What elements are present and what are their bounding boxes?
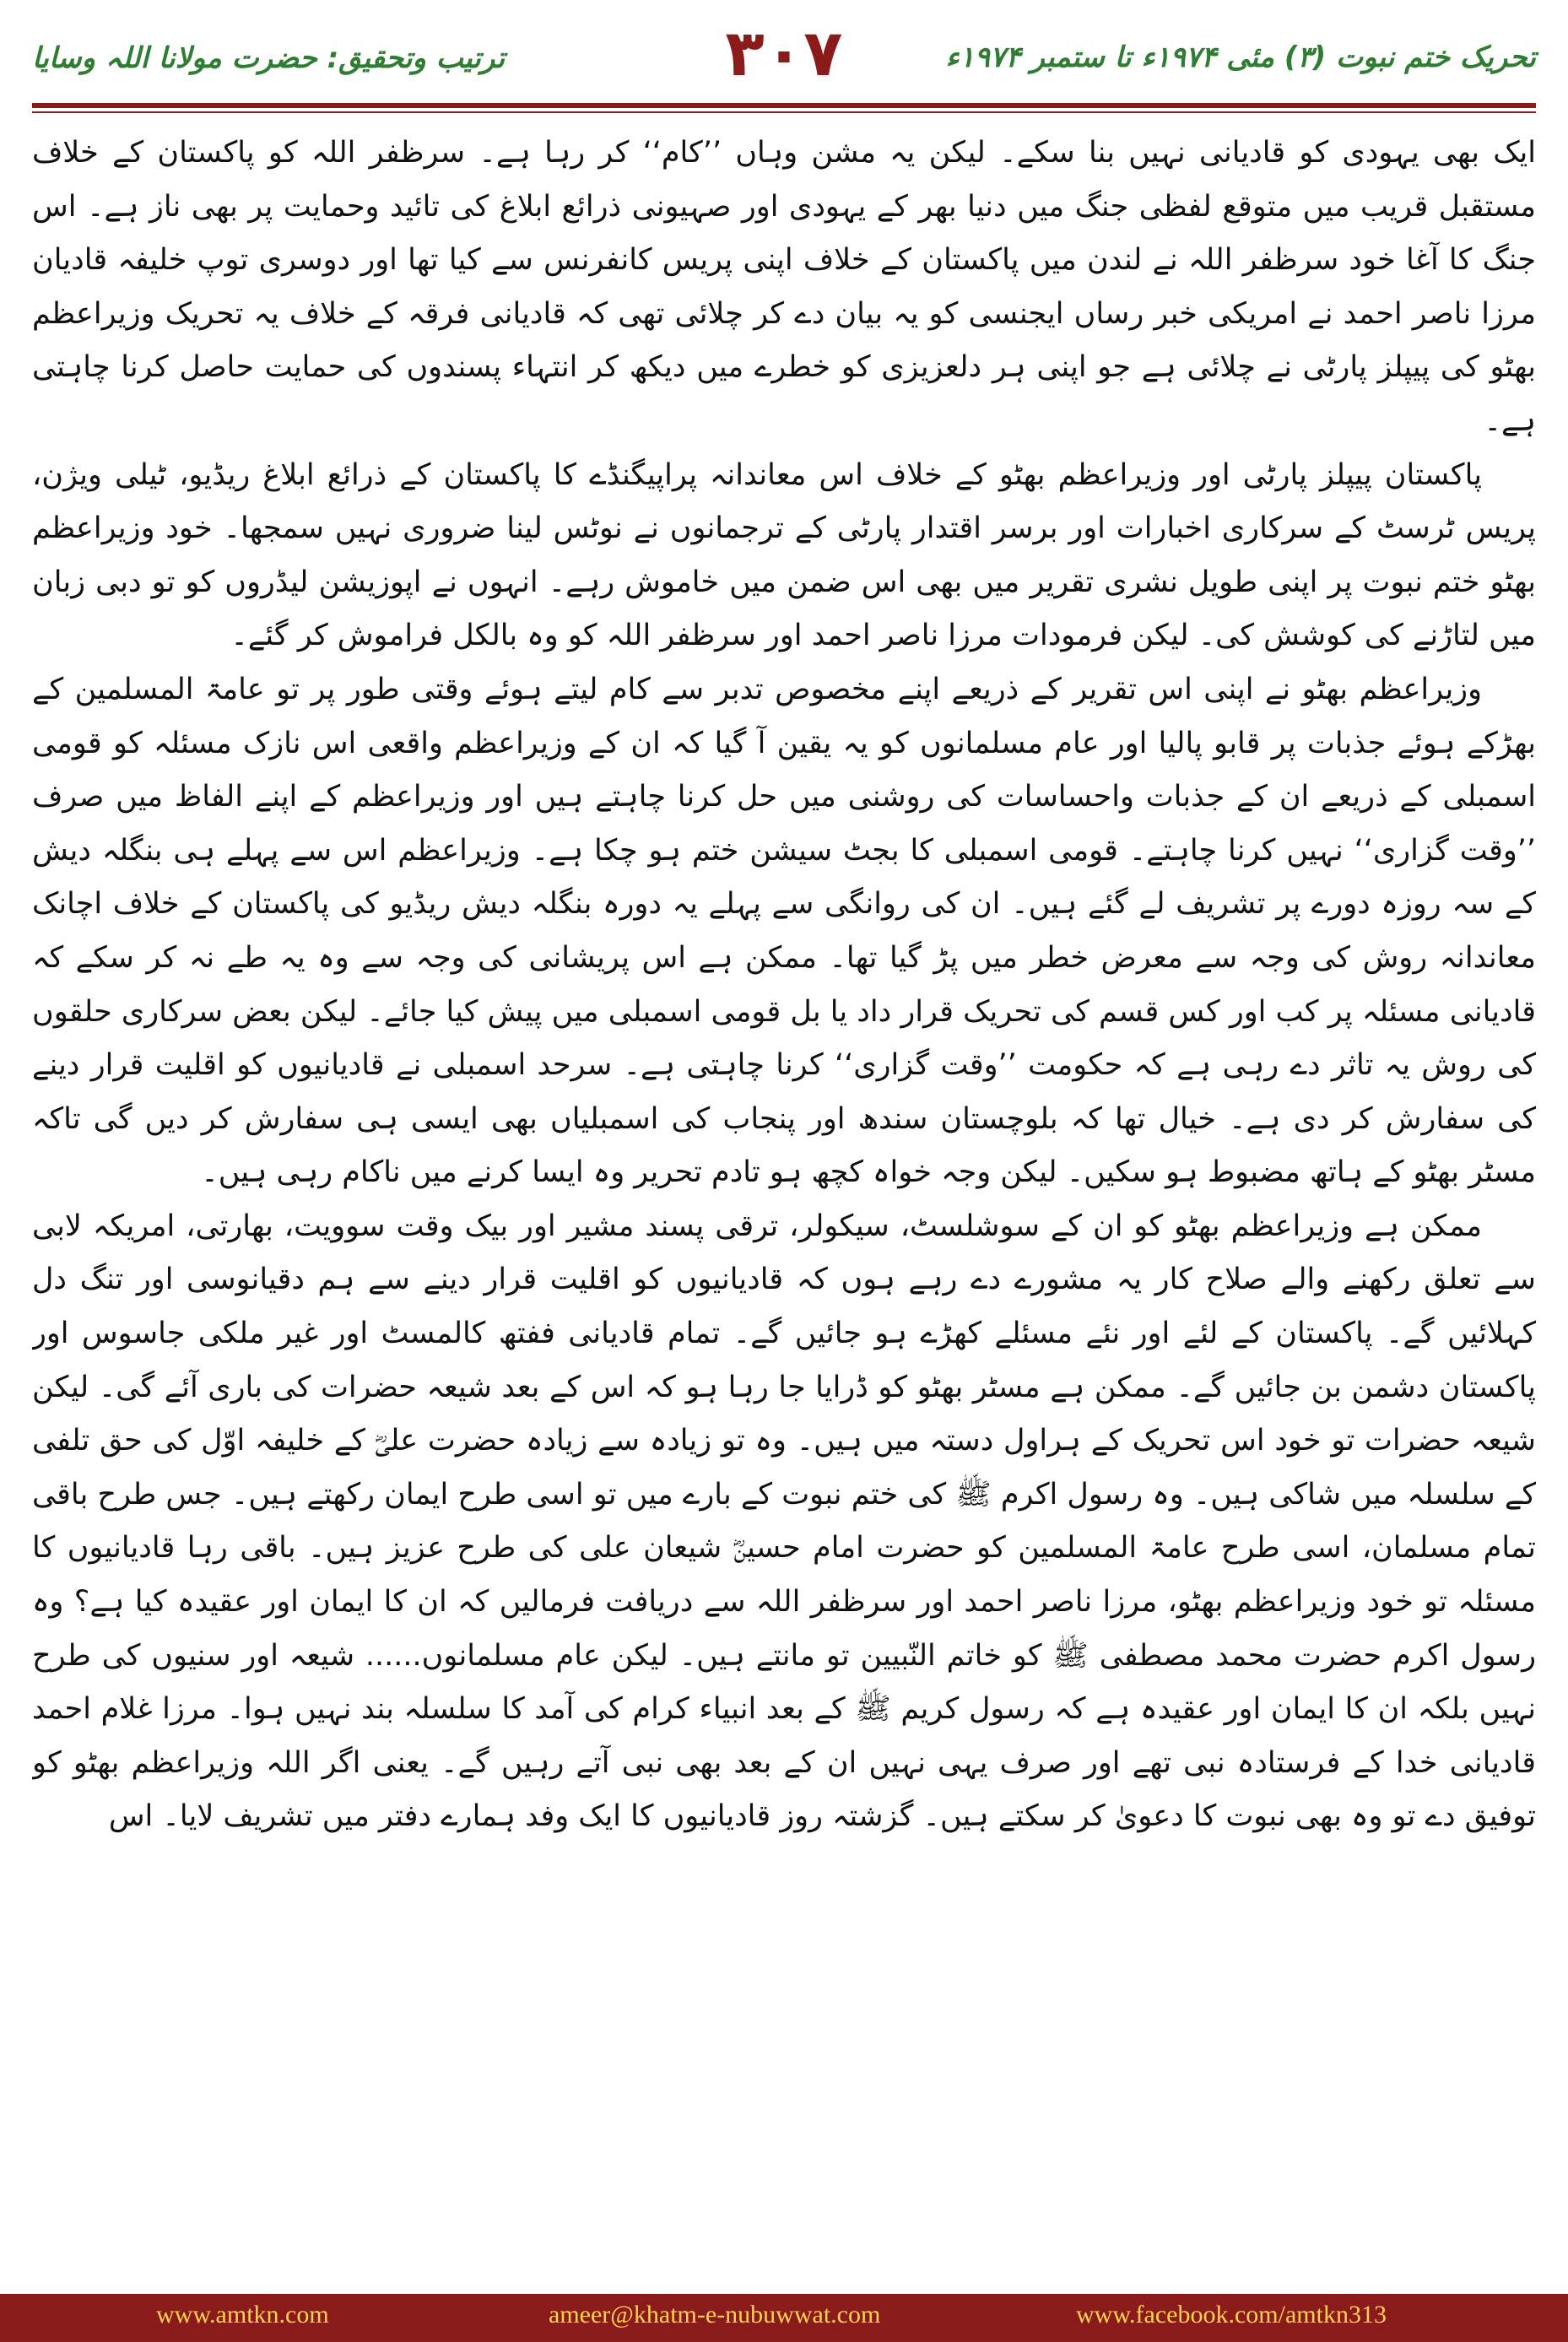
page-body	[32, 127, 1536, 2279]
paragraph-4: ممکن ہے وزیراعظم بھٹو کو ان کے سوشلسٹ، سیکولر، ترقی پسند مشیر اور بیک وقت سوویت، بھارتی، امریکہ لابی سے تعلق رکھنے والے صلاح کار یہ مشورے دے رہے ہوں کہ قادیانیوں کو اقلیت قرار دینے سے ہم دقیانوسی اور تنگ دل کہلائیں گے۔ پاکستان کے لئے اور نئے مسئلے کھڑے ہو جائیں گے۔ تمام قادیانی ففتھ کالمسٹ اور غیر ملکی جاسوس اور پاکستان دشمن بن جائیں گے۔ ممکن ہے مسٹر بھٹو کو ڈرایا جا رہا ہو کہ اس کے بعد شیعہ حضرات کی باری آئے گی۔ لیکن شیعہ حضرات تو خود اس تحریک کے ہراول دستہ میں ہیں۔ وہ تو زیادہ سے زیادہ حضرت علیؓ کے خلیفہ اوّل کی حق تلفی کے سلسلہ میں شاکی ہیں۔ وہ رسول اکرم ﷺ کی ختم نبوت کے بارے میں تو اسی طرح ایمان رکھتے ہیں۔ جس طرح باقی تمام مسلمان، اسی طرح عامۃ المسلمین کو حضرت امام حسینؓ شیعان علی کی طرح عزیز ہیں۔ باقی رہا قادیانیوں کا مسئلہ تو خود وزیراعظم بھٹو، مرزا ناصر احمد اور سرظفر اللہ سے دریافت فرمالیں کہ ان کا ایمان اور عقیدہ کیا ہے؟ وہ رسول اکرم حضرت محمد مصطفی ﷺ کو خاتم النّبیین تو مانتے ہیں۔ لیکن عام مسلمانوں...... شیعہ اور سنیوں کی طرح نہیں بلکہ ان کا ایمان اور عقیدہ ہے کہ رسول کریم ﷺ کے بعد انبیاء کرام کی آمد کا سلسلہ بند نہیں ہوا۔ مرزا غلام احمد قادیانی خدا کے فرستادہ نبی تھے اور صرف یہی نہیں ان کے بعد بھی نبی آتے رہیں گے۔ یعنی اگر اللہ وزیراعظم بھٹو کو توفیق دے تو وہ بھی نبوت کا دعویٰ کر سکتے ہیں۔ گزشتہ روز قادیانیوں کا ایک وفد ہمارے دفتر میں تشریف لایا۔ اس	[32, 1209, 1536, 1834]
page-header	[0, 0, 1568, 127]
page-footer	[0, 2294, 1568, 2342]
paragraph-3: وزیراعظم بھٹو نے اپنی اس تقریر کے ذریعے اپنے مخصوص تدبر سے کام لیتے ہوئے وقتی طور پر تو عامۃ المسلمین کے بھڑکے ہوئے جذبات پر قابو پالیا اور عام مسلمانوں کو یہ یقین آ گیا کہ ان کے وزیراعظم واقعی اس نازک مسئلہ کو قومی اسمبلی کے ذریعے ان کے جذبات واحساسات کی روشنی میں حل کرنا چاہتے ہیں اور وزیراعظم کے اپنے الفاظ میں صرف ’’وقت گزاری‘‘ نہیں کرنا چاہتے۔ قومی اسمبلی کا بجٹ سیشن ختم ہو چکا ہے۔ وزیراعظم اس سے پہلے ہی بنگلہ دیش کے سہ روزہ دورے پر تشریف لے گئے ہیں۔ ان کی روانگی سے پہلے یہ دورہ بنگلہ دیش ریڈیو کی پاکستان کے خلاف اچانک معاندانہ روش کی وجہ سے معرض خطر میں پڑ گیا تھا۔ ممکن ہے اس پریشانی کی وجہ سے وہ یہ طے نہ کر سکے کہ قادیانی مسئلہ پر کب اور کس قسم کی تحریک قرار داد یا بل قومی اسمبلی میں پیش کیا جائے۔ لیکن بعض سرکاری حلقوں کی روش یہ تاثر دے رہی ہے کہ حکومت ’’وقت گزاری‘‘ کرنا چاہتی ہے۔ سرحد اسمبلی نے قادیانیوں کو اقلیت قرار دینے کی سفارش کر دی ہے۔ خیال تھا کہ بلوچستان سندھ اور پنجاب کی اسمبلیاں بھی ایسی ہی سفارش کر دیں گی تاکہ مسٹر بھٹو کے ہاتھ مضبوط ہو سکیں۔ لیکن وجہ خواہ کچھ ہو تادم تحریر وہ ایسا کرنے میں ناکام رہی ہیں۔	[32, 672, 1536, 1190]
header-divider	[32, 103, 1536, 108]
book-title: تحریک ختم نبوت (۳) مئی ۱۹۷۴ء تا ستمبر ۱۹۷۴ء	[945, 41, 1536, 74]
header-divider-thin	[32, 111, 1536, 113]
compiler-credit: ترتیب وتحقیق: حضرت مولانا اللہ وسایا	[32, 41, 506, 75]
page-number: ۳۰۷	[725, 15, 843, 90]
paragraph-2: پاکستان پیپلز پارٹی اور وزیراعظم بھٹو کے خلاف اس معاندانہ پراپیگنڈے کا پاکستان کے ذرائع ابلاغ ریڈیو، ٹیلی ویژن، پریس ٹرسٹ کے سرکاری اخبارات اور برسر اقتدار پارٹی کے ترجمانوں نے نوٹس لینا ضروری نہیں سمجھا۔ خود وزیراعظم بھٹو ختم نبوت پر اپنی طویل نشری تقریر میں بھی اس ضمن میں خاموش رہے۔ انہوں نے اپوزیشن لیڈروں کو تو دبی زبان میں لتاڑنے کی کوشش کی۔ لیکن فرمودات مرزا ناصر احمد اور سرظفر اللہ کو وہ بالکل فراموش کر گئے۔	[32, 457, 1536, 653]
facebook-link[interactable]: www.facebook.com/amtkn313	[1076, 2301, 1387, 2328]
email-link[interactable]: ameer@khatm-e-nubuwwat.com	[549, 2301, 881, 2328]
paragraph-1: ایک بھی یہودی کو قادیانی نہیں بنا سکے۔ لیکن یہ مشن وہاں ’’کام‘‘ کر رہا ہے۔ سرظفر اللہ کو پاکستان کے خلاف مستقبل قریب میں متوقع لفظی جنگ میں دنیا بھر کے یہودی اور صہیونی ذرائع ابلاغ کی تائید وحمایت پر بھی ناز ہے۔ اس جنگ کا آغا خود سرظفر اللہ نے لندن میں پاکستان کے خلاف اپنی پریس کانفرنس سے کیا تھا اور دوسری توپ خلیفہ قادیان مرزا ناصر احمد نے امریکی خبر رساں ایجنسی کو یہ بیان دے کر چلائی تھی کہ قادیانی فرقہ کے خلاف یہ تحریک وزیراعظم بھٹو کی پیپلز پارٹی نے چلائی ہے جو اپنی ہر دلعزیزی کو خطرے میں دیکھ کر انتہاء پسندوں کی حمایت حاصل کرنا چاہتی ہے۔	[32, 136, 1536, 438]
website-link[interactable]: www.amtkn.com	[156, 2301, 329, 2328]
